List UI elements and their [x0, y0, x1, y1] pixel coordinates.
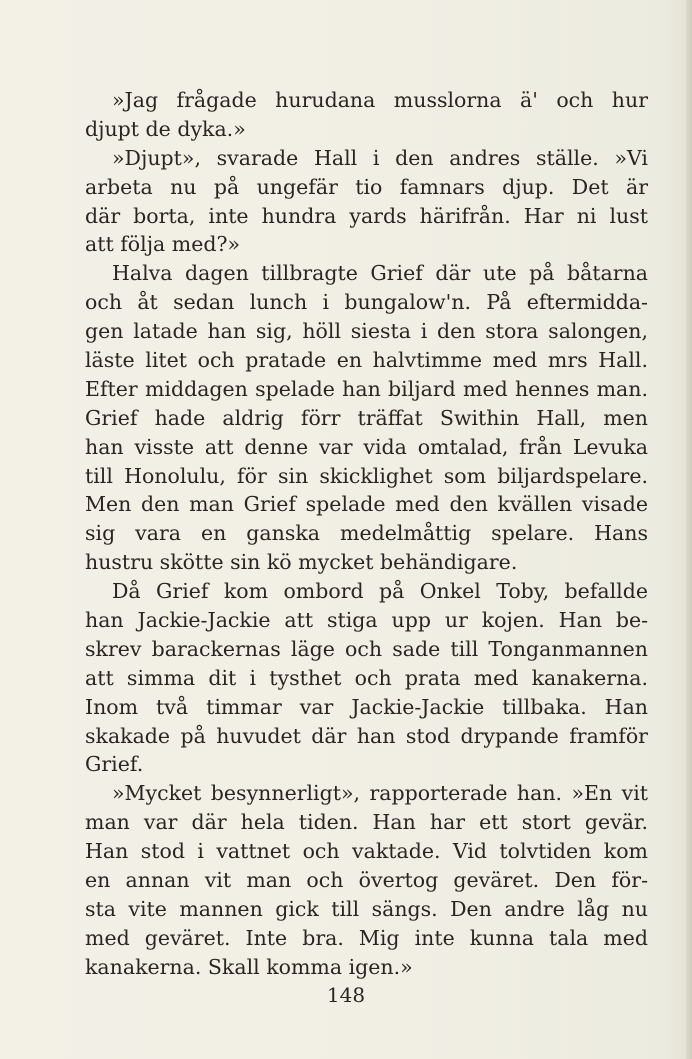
- text-line: »Djupt», svarade Hall i den andres ställe. »Vi: [112, 145, 648, 170]
- page-number: 148: [326, 983, 366, 1007]
- text-line: hustru skötte sin kö mycket behändigare.: [85, 550, 518, 575]
- text-line: han visste att denne var vida omtalad, från Levuka: [85, 434, 648, 459]
- text-line: att simma dit i tysthet och prata med kanakerna.: [85, 665, 648, 690]
- text-line: till Honolulu, för sin skicklighet som biljardspelare.: [85, 463, 648, 488]
- text-line: Då Grief kom ombord på Onkel Toby, befallde: [112, 579, 648, 604]
- text-line: Grief.: [85, 752, 144, 777]
- text-line: djupt de dyka.»: [85, 116, 246, 141]
- text-line: sta vite mannen gick till sängs. Den andre låg nu: [85, 896, 648, 921]
- page-edge: [686, 0, 692, 1059]
- text-line: och åt sedan lunch i bungalow'n. På eftermidda-: [85, 290, 648, 315]
- text-line: Halva dagen tillbragte Grief där ute på båtarna: [112, 261, 648, 286]
- text-line: läste litet och pratade en halvtimme med mrs Hall.: [85, 348, 648, 373]
- text-line: »Jag frågade hurudana musslorna ä' och hur: [112, 88, 648, 112]
- text-line: arbeta nu på ungefär tio famnars djup. Det är: [85, 174, 648, 199]
- text-line: Grief hade aldrig förr träffat Swithin Hall, men: [85, 405, 648, 430]
- text-line: att följa med?»: [85, 232, 241, 257]
- text-line: Men den man Grief spelade med den kvällen visade: [85, 492, 648, 517]
- text-line: en annan vit man och övertog geväret. Den för-: [85, 868, 648, 893]
- text-line: han Jackie-Jackie att stiga upp ur kojen. Han be-: [85, 608, 648, 633]
- text-line: gen latade han sig, höll siesta i den stora salongen,: [85, 319, 648, 344]
- text-line: Inom två timmar var Jackie-Jackie tillbaka. Han: [85, 694, 648, 719]
- body-text: [85, 86, 648, 982]
- text-line: skakade på huvudet där han stod drypande framför: [85, 723, 648, 748]
- text-line: Efter middagen spelade han biljard med hennes man.: [85, 376, 648, 401]
- text-line: sig vara en ganska medelmåttig spelare. Hans: [85, 521, 648, 546]
- text-line: skrev barackernas läge och sade till Tonganmannen: [85, 636, 648, 661]
- text-line: där borta, inte hundra yards härifrån. Har ni lust: [85, 203, 648, 228]
- text-line: med geväret. Inte bra. Mig inte kunna tala med: [85, 925, 648, 950]
- text-line: »Mycket besynnerligt», rapporterade han. »En vit: [112, 781, 648, 806]
- text-line: kanakerna. Skall komma igen.»: [85, 954, 413, 979]
- text-line: man var där hela tiden. Han har ett stort gevär.: [85, 810, 648, 835]
- text-line: Han stod i vattnet och vaktade. Vid tolvtiden kom: [85, 839, 648, 864]
